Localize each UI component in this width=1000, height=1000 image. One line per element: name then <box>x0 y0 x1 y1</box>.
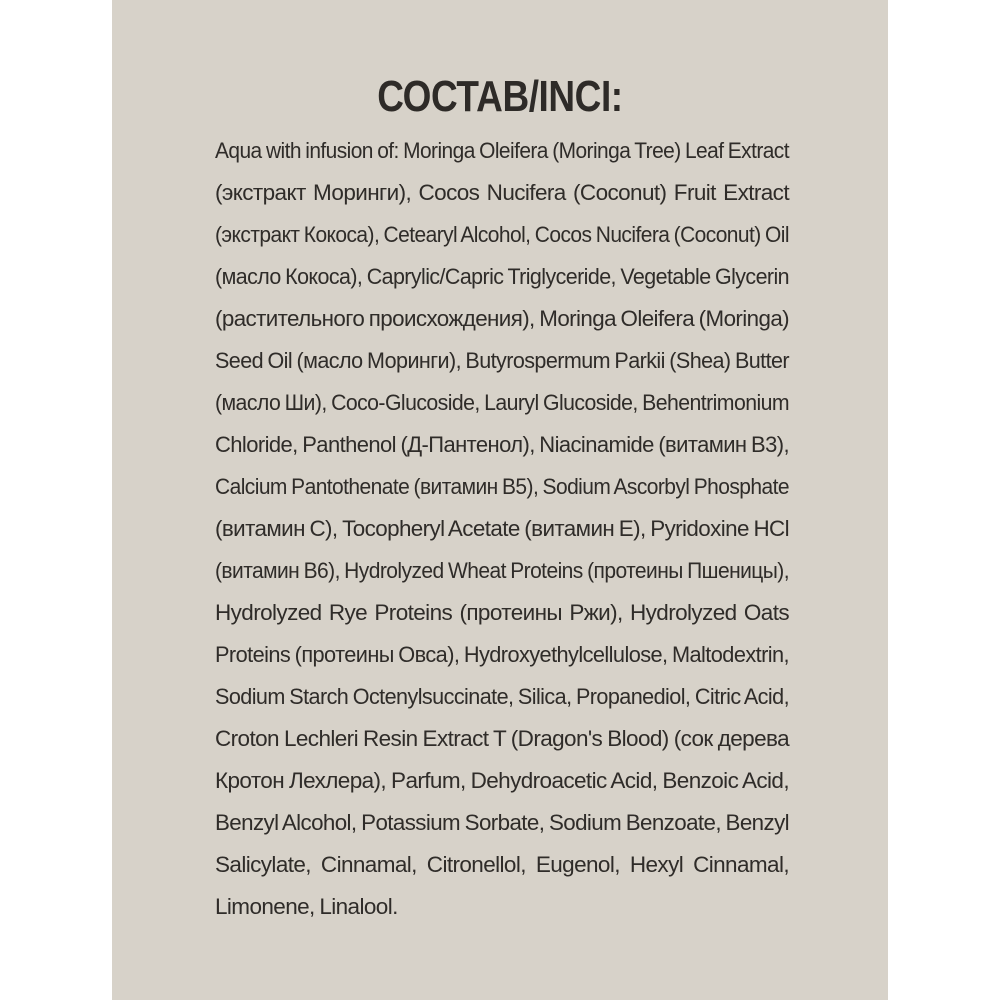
page-title: СОСТАВ/INCI: <box>377 72 623 121</box>
ingredient-line: Hydrolyzed Rye Proteins (протеины Ржи), Hydrolyzed Oats <box>215 600 789 625</box>
ingredient-line: Chloride, Panthenol (Д-Пантенол), Niacinamide (витамин B3), <box>215 432 790 457</box>
ingredient-line: Proteins (протеины Овса), Hydroxyethylcellulose, Maltodextrin, <box>215 642 790 667</box>
ingredient-line: Calcium Pantothenate (витамин B5), Sodium Ascorbyl Phosphate <box>215 474 789 499</box>
ingredient-line: (экстракт Моринги), Cocos Nucifera (Coconut) Fruit Extract <box>215 180 789 205</box>
ingredient-line: (витамин C), Tocopheryl Acetate (витамин E), Pyridoxine HCl <box>215 516 790 541</box>
ingredient-line: Limonene, Linalool. <box>215 894 398 919</box>
ingredient-line: Seed Oil (масло Моринги), Butyrospermum Parkii (Shea) Butter <box>215 348 789 373</box>
ingredient-line: (растительного происхождения), Moringa Oleifera (Moringa) <box>215 306 790 331</box>
ingredient-line: Aqua with infusion of: Moringa Oleifera (Moringa Tree) Leaf Extract <box>215 138 789 163</box>
ingredient-line: Sodium Starch Octenylsuccinate, Silica, Propanediol, Citric Acid, <box>215 684 790 709</box>
ingredient-line: Benzyl Alcohol, Potassium Sorbate, Sodium Benzoate, Benzyl <box>215 810 790 835</box>
ingredient-line: (масло Ши), Coco-Glucoside, Lauryl Glucoside, Behentrimonium <box>215 390 790 415</box>
ingredient-line: (витамин B6), Hydrolyzed Wheat Proteins (протеины Пшеницы), <box>215 558 789 583</box>
ingredient-line: Salicylate, Cinnamal, Citronellol, Eugenol, Hexyl Cinnamal, <box>215 852 789 877</box>
ingredient-line: Croton Lechleri Resin Extract T (Dragon's Blood) (сок дерева <box>215 726 789 751</box>
ingredient-line: (масло Кокоса), Caprylic/Capric Triglyceride, Vegetable Glycerin <box>215 264 790 289</box>
ingredient-line: (экстракт Кокоса), Cetearyl Alcohol, Cocos Nucifera (Coconut) Oil <box>215 222 789 247</box>
ingredient-line: Кротон Лехлера), Parfum, Dehydroacetic Acid, Benzoic Acid, <box>215 768 789 793</box>
ingredients-list <box>215 130 789 928</box>
ingredients-panel <box>112 0 888 1000</box>
